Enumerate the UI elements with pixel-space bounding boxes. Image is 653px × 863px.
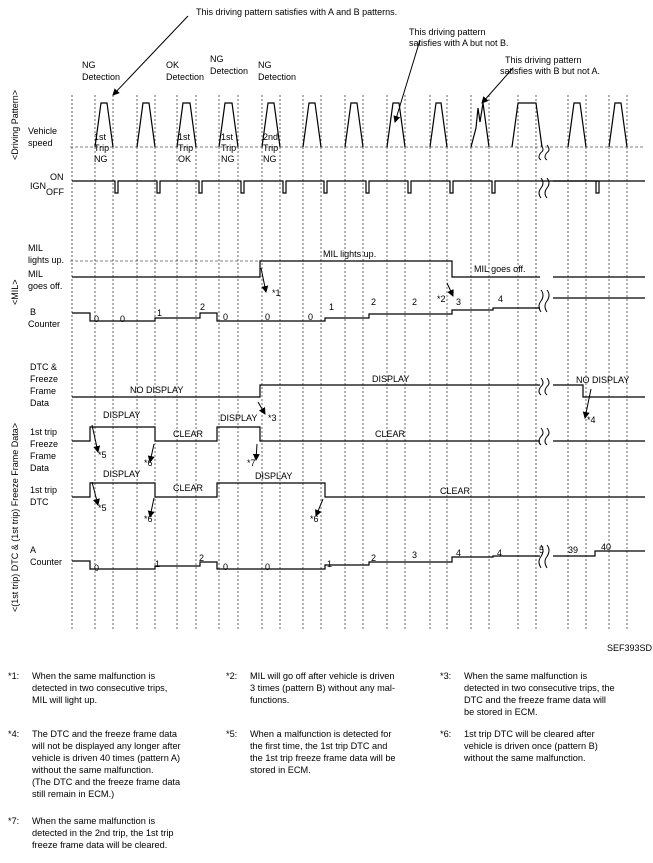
- ign-signal: [72, 181, 599, 193]
- ign-off-label: OFF: [46, 187, 64, 197]
- callout-arrow: [258, 402, 265, 414]
- a-counter-value: 2: [371, 553, 377, 563]
- b-counter-value: 2: [412, 297, 418, 307]
- ffd1-state-label: DISPLAY: [220, 413, 258, 423]
- speed-pulse: [345, 103, 363, 147]
- footnote-number: *2:: [226, 671, 238, 681]
- row-label-dtc-ffd: Frame: [30, 386, 57, 396]
- mil-lights-up-label: MIL lights up.: [323, 249, 377, 259]
- dtc1-state-label: CLEAR: [440, 486, 471, 496]
- a-counter-value: 39: [568, 545, 579, 555]
- ffd1-state-label: CLEAR: [173, 429, 204, 439]
- callout-b-not-a: This driving pattern: [505, 55, 582, 65]
- trip-label: NG: [263, 154, 277, 164]
- footnote-text: MIL will go off after vehicle is driven 3 times (pattern B) without any mal- functions.: [250, 671, 396, 705]
- row-label-dtc-ffd: Freeze: [30, 374, 59, 384]
- section-title-dtc: <(1st trip) DTC & (1st trip) Freeze Frame Data>: [10, 422, 20, 612]
- b-counter-value: 1: [157, 308, 163, 318]
- detection-label: Detection: [258, 72, 297, 82]
- footnote-text: When the same malfunction is detected in two consecutive trips, MIL will light up.: [32, 671, 168, 705]
- detection-label: Detection: [166, 72, 205, 82]
- dtc-ffd-signal: [553, 385, 645, 397]
- trip-dashed-gridlines: [70, 95, 645, 630]
- trip-label: NG: [94, 154, 108, 164]
- footnote-text: When a malfunction is detected for the first time, the 1st trip DTC and the 1st trip freeze frame data will be stored in ECM.: [250, 729, 396, 775]
- footnote-number: *5:: [226, 729, 238, 739]
- a-counter-value: 0: [223, 562, 229, 572]
- b-counter-value: 4: [498, 294, 504, 304]
- detection-label: NG: [258, 60, 272, 70]
- ffd1-state-label: CLEAR: [375, 429, 406, 439]
- trip-label: OK: [178, 154, 192, 164]
- row-label-vehicle-speed: Vehicle: [28, 126, 58, 136]
- dtc-state-label: NO DISPLAY: [130, 385, 184, 395]
- callout-a-not-b: satisfies with A but not B.: [409, 38, 509, 48]
- row-label-1st-trip-ffd: Freeze: [30, 439, 59, 449]
- footnote-text: 1st trip DTC will be cleared after vehicle is driven once (pattern B) without the same malfunction.: [464, 729, 598, 763]
- b-counter-value: 0: [94, 314, 100, 324]
- speed-pulse: [471, 103, 489, 147]
- section-title-driving-pattern: <Driving Pattern>: [10, 89, 20, 160]
- signal-waveforms: [72, 103, 645, 569]
- break-mark: [539, 428, 543, 445]
- trip-label: 1st: [178, 132, 191, 142]
- marker-1: *1: [272, 288, 281, 298]
- ign-on-label: ON: [50, 172, 64, 182]
- footnote-text: When the same malfunction is detected in the 2nd trip, the 1st trip freeze frame data will be cleared.: [32, 816, 174, 850]
- callout-a-not-b: This driving pattern: [409, 27, 486, 37]
- footnote-number: *7:: [8, 816, 20, 826]
- callout-arrow: [395, 40, 420, 122]
- row-label-1st-trip-ffd: Frame: [30, 451, 57, 461]
- break-mark: [539, 378, 543, 395]
- row-label-1st-trip-ffd: Data: [30, 463, 50, 473]
- marker-3: *3: [268, 413, 277, 423]
- row-label-a-counter: A: [30, 545, 37, 555]
- speed-pulse: [137, 103, 155, 147]
- ffd1-state-label: DISPLAY: [103, 410, 141, 420]
- b-counter-value: 0: [120, 314, 126, 324]
- row-label-dtc-ffd: Data: [30, 398, 50, 408]
- row-label-1st-trip-dtc: DTC: [30, 497, 49, 507]
- a-counter-value: 0: [265, 562, 271, 572]
- dtc1-state-label: DISPLAY: [103, 469, 141, 479]
- detection-label: Detection: [82, 72, 121, 82]
- dtc1-signal: [72, 483, 645, 497]
- b-counter-value: 2: [371, 297, 377, 307]
- speed-pulse: [512, 103, 542, 147]
- trip-label: Trip: [94, 143, 110, 153]
- row-label-mil-up: MIL: [28, 243, 44, 253]
- row-label-1st-trip-dtc: 1st trip: [30, 485, 58, 495]
- detection-label: NG: [210, 54, 224, 64]
- a-counter-value: 0: [94, 563, 100, 573]
- a-counter-value: 5: [539, 545, 545, 555]
- a-counter-value: 4: [456, 548, 462, 558]
- trip-label: Trip: [263, 143, 279, 153]
- a-counter-signal: [553, 551, 645, 556]
- callout-b-not-a: satisfies with B but not A.: [500, 66, 601, 76]
- footnote-text: The DTC and the freeze frame data will not be displayed any longer after vehicle is driven 40 times (pattern A) without the same malfunction. (The DTC and the freeze frame data still remain in ECM.): [32, 729, 181, 799]
- trip-label: Trip: [178, 143, 194, 153]
- mil-goes-off-label: MIL goes off.: [474, 264, 526, 274]
- figure-code: SEF393SD: [607, 643, 653, 653]
- row-label-mil-up: lights up.: [28, 255, 65, 265]
- row-label-vehicle-speed: speed: [28, 138, 53, 148]
- row-label-a-counter: Counter: [30, 557, 63, 567]
- marker-6: *6: [144, 514, 153, 524]
- callout-arrow: [92, 482, 98, 505]
- callout-ab-pattern: This driving pattern satisfies with A and B patterns.: [196, 7, 398, 17]
- row-label-dtc-ffd: DTC &: [30, 362, 57, 372]
- footnote-number: *6:: [440, 729, 452, 739]
- break-mark: [545, 378, 549, 395]
- trip-label: 1st: [94, 132, 107, 142]
- a-counter-value: 3: [412, 550, 418, 560]
- footnote-text: When the same malfunction is detected in two consecutive trips, the DTC and the freeze frame data will be stored in ECM.: [464, 671, 615, 717]
- row-label-1st-trip-ffd: 1st trip: [30, 427, 58, 437]
- a-counter-value: 40: [601, 542, 612, 552]
- ffd1-signal: [72, 427, 540, 441]
- callout-arrow: [256, 444, 257, 460]
- footnotes: [0, 660, 653, 863]
- detection-label: Detection: [210, 66, 249, 76]
- marker-4: *4: [587, 415, 596, 425]
- marker-6: *6: [310, 514, 319, 524]
- marker-2: *2: [437, 294, 446, 304]
- a-counter-value: 1: [155, 559, 161, 569]
- break-mark: [545, 428, 549, 445]
- trip-label: Trip: [221, 143, 237, 153]
- b-counter-value: 3: [456, 297, 462, 307]
- break-mark: [545, 290, 549, 312]
- b-counter-value: 0: [223, 312, 229, 322]
- a-counter-value: 4: [497, 548, 503, 558]
- footnote-number: *3:: [440, 671, 452, 681]
- dtc1-state-label: CLEAR: [173, 483, 204, 493]
- a-counter-signal: [72, 556, 540, 569]
- mil-signal: [72, 261, 540, 277]
- break-mark: [539, 290, 543, 312]
- time-break-marks: [539, 145, 549, 568]
- dtc-state-label: DISPLAY: [372, 374, 410, 384]
- callout-arrow: [447, 283, 453, 296]
- b-counter-value: 0: [308, 312, 314, 322]
- b-counter-value: 2: [200, 302, 206, 312]
- dtc-state-label: NO DISPLAY: [576, 375, 630, 385]
- trip-label: 1st: [221, 132, 234, 142]
- marker-5: *5: [98, 503, 107, 513]
- row-label-mil-off: MIL: [28, 269, 44, 279]
- marker-6: *6: [144, 458, 153, 468]
- trip-label: 2nd: [263, 132, 279, 142]
- footnote-number: *4:: [8, 729, 20, 739]
- section-title-mil: <MIL>: [10, 279, 20, 305]
- b-counter-signal: [72, 308, 540, 321]
- detection-label: NG: [82, 60, 96, 70]
- row-label-b-counter: Counter: [28, 319, 61, 329]
- callout-arrow: [113, 16, 188, 95]
- trip-label: NG: [221, 154, 235, 164]
- a-counter-value: 2: [199, 553, 205, 563]
- dtc1-state-label: DISPLAY: [255, 471, 293, 481]
- speed-pulse: [303, 103, 321, 147]
- speed-pulse: [568, 103, 586, 147]
- a-counter-value: 1: [327, 559, 333, 569]
- speed-pulse: [609, 103, 627, 147]
- footnote-number: *1:: [8, 671, 20, 681]
- marker-5: *5: [98, 450, 107, 460]
- speed-pulse: [387, 103, 405, 147]
- b-counter-value: 1: [329, 302, 335, 312]
- row-label-ign: IGN: [30, 181, 47, 191]
- marker-7: *7: [247, 458, 256, 468]
- row-label-b-counter: B: [30, 307, 37, 317]
- speed-pulse: [430, 103, 447, 147]
- b-counter-value: 0: [265, 312, 271, 322]
- break-mark: [545, 545, 549, 568]
- detection-label: OK: [166, 60, 180, 70]
- row-label-mil-off: goes off.: [28, 281, 63, 291]
